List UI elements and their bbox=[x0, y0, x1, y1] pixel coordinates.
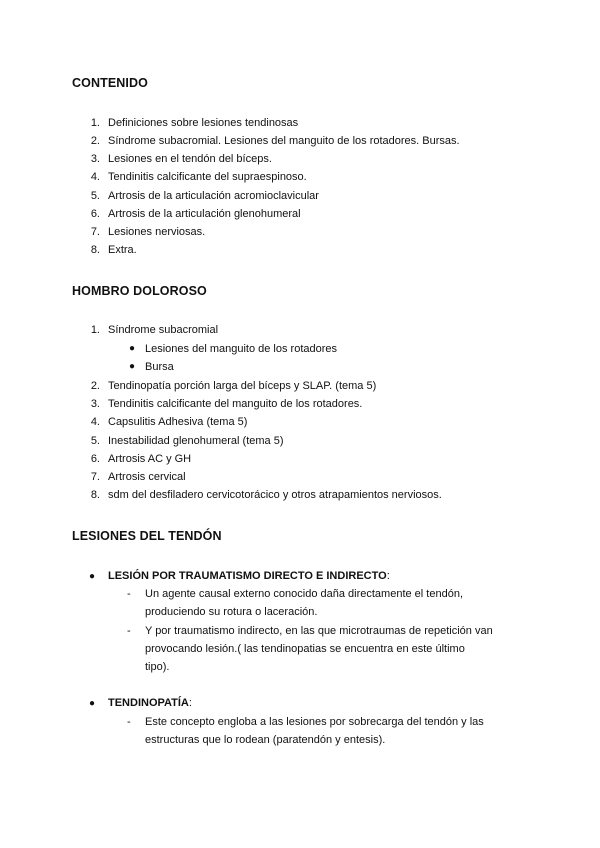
list-item: Definiciones sobre lesiones tendinosas bbox=[108, 117, 299, 129]
list-item: Artrosis de la articulación glenohumeral bbox=[108, 208, 301, 220]
heading-lesiones-tendon: LESIONES DEL TENDÓN bbox=[72, 529, 222, 543]
list-number: 8. bbox=[90, 489, 100, 501]
paragraph-line: Y por traumatismo indirecto, en las que microtraumas de repetición van bbox=[145, 625, 493, 637]
list-item: Tendinitis calcificante del manguito de los rotadores. bbox=[108, 398, 363, 410]
bullet-label: LESIÓN POR TRAUMATISMO DIRECTO E INDIRECTO bbox=[108, 570, 387, 582]
paragraph-line: produciendo su rotura o laceración. bbox=[145, 606, 318, 618]
list-item: Inestabilidad glenohumeral (tema 5) bbox=[108, 435, 284, 447]
dash-icon: - bbox=[127, 588, 131, 600]
list-number: 4. bbox=[90, 416, 100, 428]
list-subitem: Bursa bbox=[145, 361, 174, 373]
heading-contenido: CONTENIDO bbox=[72, 76, 148, 90]
bullet-label: TENDINOPATÍA bbox=[108, 697, 189, 709]
list-number: 2. bbox=[90, 380, 100, 392]
heading-hombro-doloroso: HOMBRO DOLOROSO bbox=[72, 284, 207, 298]
paragraph-line: tipo). bbox=[145, 661, 170, 673]
list-item: Síndrome subacromial. Lesiones del manguito de los rotadores. Bursas. bbox=[108, 135, 460, 147]
list-number: 7. bbox=[90, 471, 100, 483]
list-number: 4. bbox=[90, 171, 100, 183]
list-number: 8. bbox=[90, 244, 100, 256]
list-number: 2. bbox=[90, 135, 100, 147]
paragraph-line: estructuras que lo rodean (paratendón y entesis). bbox=[145, 734, 386, 746]
list-item: Tendinitis calcificante del supraespinoso. bbox=[108, 171, 307, 183]
paragraph-line: Este concepto engloba a las lesiones por sobrecarga del tendón y las bbox=[145, 716, 484, 728]
list-number: 6. bbox=[90, 453, 100, 465]
list-number: 3. bbox=[90, 153, 100, 165]
list-item: Lesiones nerviosas. bbox=[108, 226, 206, 238]
list-item: Síndrome subacromial bbox=[108, 324, 219, 336]
list-number: 1. bbox=[90, 324, 100, 336]
dash-icon: - bbox=[127, 716, 131, 728]
list-item: Artrosis cervical bbox=[108, 471, 186, 483]
paragraph-line: provocando lesión.( las tendinopatias se encuentra en este último bbox=[145, 643, 465, 655]
list-item: Tendinopatía porción larga del bíceps y SLAP. (tema 5) bbox=[108, 380, 377, 392]
dash-icon: - bbox=[127, 625, 131, 637]
list-number: 5. bbox=[90, 435, 100, 447]
bullet-dot-icon: ● bbox=[129, 361, 136, 372]
list-item: sdm del desfiladero cervicotorácico y otros atrapamientos nerviosos. bbox=[108, 489, 442, 501]
bullet-title bbox=[108, 697, 192, 709]
list-number: 3. bbox=[90, 398, 100, 410]
paragraph-line: Un agente causal externo conocido daña directamente el tendón, bbox=[145, 588, 463, 600]
list-number: 5. bbox=[90, 190, 100, 202]
list-number: 1. bbox=[90, 117, 100, 129]
list-number: 6. bbox=[90, 208, 100, 220]
list-item: Artrosis AC y GH bbox=[108, 453, 192, 465]
list-item: Lesiones en el tendón del bíceps. bbox=[108, 153, 272, 165]
bullet-colon: : bbox=[188, 697, 192, 709]
list-item: Capsulitis Adhesiva (tema 5) bbox=[108, 416, 248, 428]
list-number: 7. bbox=[90, 226, 100, 238]
list-item: Artrosis de la articulación acromioclavicular bbox=[108, 190, 319, 202]
bullet-dot-icon: ● bbox=[129, 343, 136, 354]
bullet-dot-icon: ● bbox=[89, 698, 96, 709]
bullet-title bbox=[108, 570, 390, 582]
bullet-dot-icon: ● bbox=[89, 571, 96, 582]
list-subitem: Lesiones del manguito de los rotadores bbox=[145, 343, 338, 355]
bullet-colon: : bbox=[386, 570, 390, 582]
list-item: Extra. bbox=[108, 244, 137, 256]
